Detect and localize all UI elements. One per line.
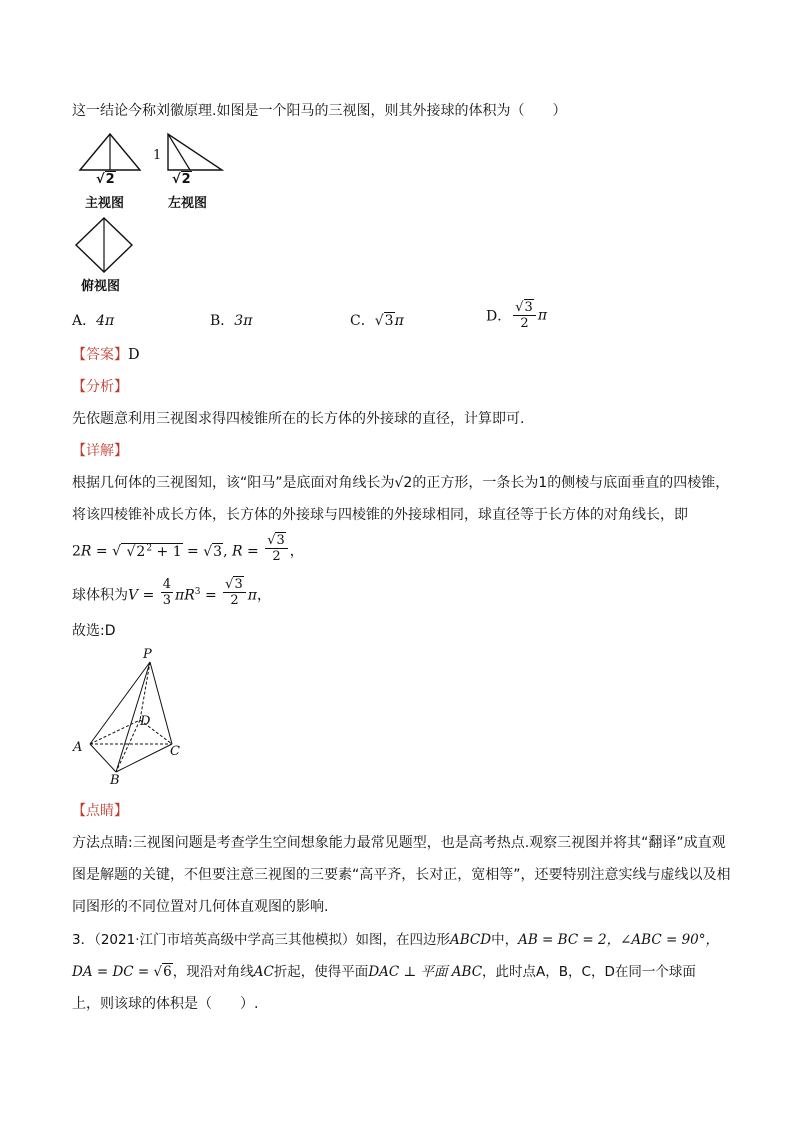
- sqrt-symbol: √2: [96, 172, 115, 187]
- vertex-p-label: P: [143, 647, 152, 662]
- side-view-height: 1: [153, 148, 162, 163]
- pyramid-diagram: [72, 648, 202, 794]
- detail-tag: 【详解】: [72, 443, 128, 459]
- answer-row: [72, 345, 140, 365]
- answer-tag: 【答案】: [72, 347, 128, 363]
- tips-line-1: 方法点睛:三视图问题是考查学生空间想象能力最常见题型，也是高考热点.观察三视图并将其“翻译”成直观: [72, 835, 726, 851]
- detail-choice: 故选:D: [72, 623, 116, 639]
- vertex-c-label: C: [170, 744, 180, 759]
- detail-eq1: 2R = √ $√2^2 + 1 = √3$, R = $\frac{√3}{2}$ ，: [72, 533, 304, 565]
- answer-value: D: [128, 347, 140, 363]
- side-view-label: 左视图: [168, 196, 208, 211]
- vertex-b-label: B: [110, 773, 120, 788]
- front-view-dim: [96, 172, 116, 187]
- detail-p2: 将该四棱锥补成长方体，长方体的外接球与四棱锥的外接球相同，球直径等于长方体的对角线长，即: [72, 507, 688, 523]
- option-d[interactable]: D． $\frac{√3}{2}$ π: [486, 300, 548, 331]
- vertex-d-label: D: [140, 714, 151, 729]
- tips-line-2: 图是解题的关键，不但要注意三视图的三要素“高平齐，长对正，宽相等”，还要特别注意实线与虚线以及相: [72, 867, 731, 883]
- front-view-diagram: [78, 130, 142, 174]
- side-view-diagram: [166, 130, 226, 174]
- side-view-dim: √2: [172, 172, 191, 187]
- option-c[interactable]: C．√3π: [350, 313, 404, 329]
- option-b[interactable]: B．3π: [210, 313, 253, 329]
- analysis-tag: 【分析】: [72, 379, 128, 395]
- tips-tag: 【点睛】: [72, 803, 128, 819]
- front-view-label: 主视图: [85, 196, 125, 211]
- q3-line-3: 上，则该球的体积是（ ）.: [72, 996, 259, 1012]
- question-stem: 这一结论今称刘徽原理.如图是一个阳马的三视图，则其外接球的体积为（ ）: [72, 103, 567, 119]
- tips-line-3: 同图形的不同位置对几何体直观图的影响.: [72, 899, 329, 915]
- q3-line-2: DA = DC = √6，现沿对角线AC折起，使得平面DAC ⊥ 平面 ABC，此时点A，B，C，D在同一个球面: [72, 964, 696, 980]
- top-view-diagram: [74, 216, 134, 274]
- q3-line-1: 3．（2021·江门市培英高级中学高三其他模拟）如图，在四边形ABCD中，AB = BC = 2，∠ABC = 90°，: [72, 932, 720, 948]
- top-view-label: 俯视图: [81, 279, 121, 294]
- option-a[interactable]: A．4π: [72, 313, 115, 329]
- detail-p1: 根据几何体的三视图知，该“阳马”是底面对角线长为√2的正方形，一条长为1的侧棱与底面垂直的四棱锥，: [72, 475, 730, 491]
- analysis-text: 先依题意利用三视图求得四棱锥所在的长方体的外接球的直径，计算即可.: [72, 411, 525, 427]
- vertex-a-label: A: [73, 740, 83, 755]
- detail-eq2: 球体积为V = $\frac{4}{3}$ $\pi R^3$ = $\frac{√3}{2}$ π，: [72, 577, 271, 609]
